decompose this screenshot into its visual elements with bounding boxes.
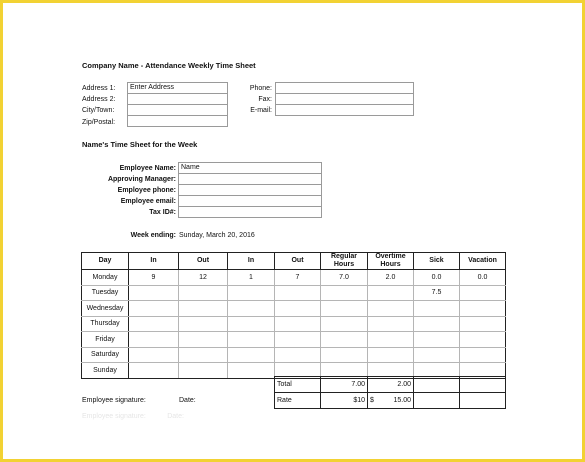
rate-regular[interactable]: $10	[321, 393, 368, 409]
rate-overtime-cell[interactable]	[368, 393, 414, 409]
time-cell[interactable]	[275, 332, 321, 348]
time-cell[interactable]: 2.0	[368, 270, 414, 286]
day-cell: Saturday	[82, 347, 129, 363]
approving-manager-field[interactable]	[178, 174, 322, 185]
table-row	[82, 270, 506, 286]
table-row	[82, 301, 506, 317]
time-cell[interactable]	[129, 332, 179, 348]
week-ending-value[interactable]: Sunday, March 20, 2016	[179, 232, 255, 239]
summary-table	[274, 376, 506, 409]
city-label: City/Town:	[82, 107, 115, 114]
time-cell[interactable]	[129, 347, 179, 363]
email-field[interactable]	[275, 105, 414, 116]
rate-overtime: 15.00	[393, 397, 411, 404]
zip-label: Zip/Postal:	[82, 119, 116, 126]
employee-phone-field[interactable]	[178, 185, 322, 196]
time-cell[interactable]	[321, 332, 368, 348]
rate-label: Rate	[275, 393, 321, 409]
time-cell[interactable]	[129, 301, 179, 317]
address1-label: Address 1:	[82, 85, 116, 92]
time-cell[interactable]	[228, 332, 275, 348]
total-label: Total	[275, 377, 321, 393]
time-cell[interactable]	[228, 316, 275, 332]
time-cell[interactable]	[414, 347, 460, 363]
table-row	[82, 316, 506, 332]
time-cell[interactable]	[368, 301, 414, 317]
rate-vacation[interactable]	[460, 393, 506, 409]
time-cell[interactable]: 7	[275, 270, 321, 286]
day-cell: Tuesday	[82, 285, 129, 301]
day-cell: Monday	[82, 270, 129, 286]
total-overtime[interactable]: 2.00	[368, 377, 414, 393]
time-cell[interactable]: 0.0	[414, 270, 460, 286]
time-cell[interactable]	[129, 285, 179, 301]
time-cell[interactable]	[275, 301, 321, 317]
time-cell[interactable]	[368, 347, 414, 363]
header-out-2: Out	[275, 253, 321, 270]
header-sick: Sick	[414, 253, 460, 270]
header-in-2: In	[228, 253, 275, 270]
time-cell[interactable]	[460, 332, 506, 348]
table-header-row	[82, 253, 506, 270]
section-title: Name's Time Sheet for the Week	[82, 140, 198, 149]
time-cell[interactable]: 7.0	[321, 270, 368, 286]
city-field[interactable]	[127, 105, 228, 116]
time-cell[interactable]: 1	[228, 270, 275, 286]
table-row	[82, 332, 506, 348]
employee-name-field[interactable]: Name	[178, 162, 322, 174]
time-cell[interactable]	[460, 285, 506, 301]
time-cell[interactable]	[414, 332, 460, 348]
time-cell[interactable]	[179, 301, 228, 317]
time-cell[interactable]	[179, 316, 228, 332]
time-cell[interactable]	[368, 332, 414, 348]
page-title: Company Name - Attendance Weekly Time Sheet	[82, 61, 256, 70]
header-day: Day	[82, 253, 129, 270]
address2-label: Address 2:	[82, 96, 116, 103]
time-cell[interactable]	[228, 301, 275, 317]
total-row	[275, 377, 506, 393]
week-ending-label: Week ending:	[130, 232, 176, 239]
address2-field[interactable]	[127, 94, 228, 105]
time-cell[interactable]	[275, 316, 321, 332]
time-cell[interactable]	[321, 347, 368, 363]
time-cell[interactable]	[129, 363, 179, 379]
time-cell[interactable]	[321, 285, 368, 301]
employee-name-label: Employee Name:	[119, 165, 176, 172]
table-row	[82, 285, 506, 301]
time-cell[interactable]	[460, 301, 506, 317]
header-in-1: In	[129, 253, 179, 270]
time-cell[interactable]	[321, 301, 368, 317]
time-cell[interactable]	[228, 363, 275, 379]
time-cell[interactable]	[129, 316, 179, 332]
zip-field[interactable]	[127, 116, 228, 127]
time-cell[interactable]	[414, 301, 460, 317]
total-regular[interactable]: 7.00	[321, 377, 368, 393]
time-cell[interactable]	[460, 316, 506, 332]
timesheet-table	[81, 252, 506, 379]
time-cell[interactable]	[275, 285, 321, 301]
table-row	[82, 347, 506, 363]
header-out-1: Out	[179, 253, 228, 270]
time-cell[interactable]	[179, 363, 228, 379]
address1-field[interactable]: Enter Address	[127, 82, 228, 94]
time-cell[interactable]	[275, 347, 321, 363]
total-sick[interactable]	[414, 377, 460, 393]
total-vacation[interactable]	[460, 377, 506, 393]
time-cell[interactable]	[179, 347, 228, 363]
employee-phone-label: Employee phone:	[117, 187, 176, 194]
time-cell[interactable]	[460, 347, 506, 363]
time-cell[interactable]	[228, 285, 275, 301]
tax-id-field[interactable]	[178, 207, 322, 218]
employee-email-field[interactable]	[178, 196, 322, 207]
email-label: E-mail:	[250, 107, 272, 114]
employee-signature-label: Employee signature:	[82, 397, 146, 404]
approving-manager-label: Approving Manager:	[107, 176, 176, 183]
time-cell[interactable]: 0.0	[460, 270, 506, 286]
day-cell: Wednesday	[82, 301, 129, 317]
time-cell[interactable]	[368, 285, 414, 301]
day-cell: Sunday	[82, 363, 129, 379]
phone-field[interactable]	[275, 82, 414, 94]
time-cell[interactable]	[368, 316, 414, 332]
time-cell[interactable]	[321, 316, 368, 332]
employee-email-label: Employee email:	[120, 198, 176, 205]
phone-label: Phone:	[249, 85, 272, 92]
header-regular-hours: Regular Hours	[321, 253, 368, 270]
day-cell: Thursday	[82, 316, 129, 332]
time-cell[interactable]: 9	[129, 270, 179, 286]
header-overtime-hours: Overtime Hours	[368, 253, 414, 270]
header-vacation: Vacation	[460, 253, 506, 270]
time-cell[interactable]: 7.5	[414, 285, 460, 301]
faint-watermark-text: Employee signature: Date:	[82, 413, 184, 420]
time-cell[interactable]	[228, 347, 275, 363]
fax-field[interactable]	[275, 94, 414, 105]
day-cell: Friday	[82, 332, 129, 348]
rate-overtime-symbol: $	[370, 397, 374, 404]
time-cell[interactable]	[414, 316, 460, 332]
time-cell[interactable]: 12	[179, 270, 228, 286]
rate-row	[275, 393, 506, 409]
tax-id-label: Tax ID#:	[149, 209, 176, 216]
rate-sick[interactable]	[414, 393, 460, 409]
fax-label: Fax:	[258, 96, 272, 103]
time-cell[interactable]	[179, 332, 228, 348]
time-cell[interactable]	[179, 285, 228, 301]
date-label: Date:	[179, 397, 196, 404]
